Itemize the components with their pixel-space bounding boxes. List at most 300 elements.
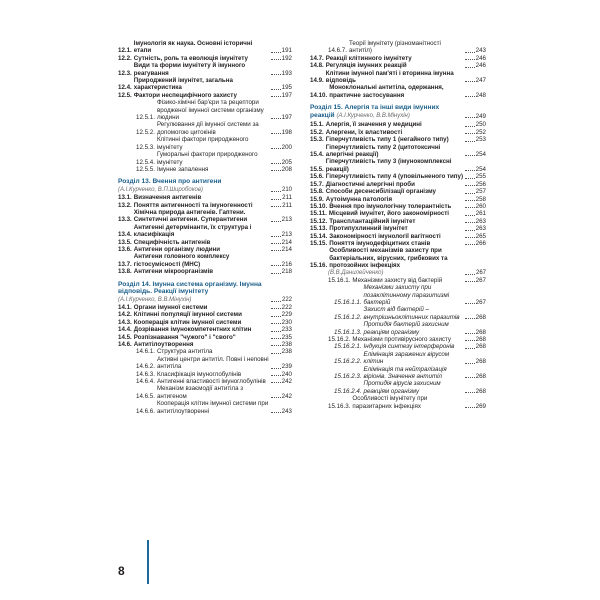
dot-leader bbox=[271, 117, 281, 119]
entry-title: Клітинні фактори природженого імунітету bbox=[156, 136, 249, 151]
toc-entry[interactable] bbox=[118, 121, 292, 136]
toc-entry[interactable] bbox=[310, 121, 486, 128]
page-ref: 240 bbox=[281, 370, 292, 378]
page-ref: 266 bbox=[475, 239, 486, 247]
entry-title: Розпізнавання "чужого" і "свого" bbox=[133, 333, 236, 341]
toc-block-15-16 bbox=[310, 277, 486, 410]
dot-leader bbox=[465, 95, 475, 97]
toc-entry[interactable] bbox=[118, 378, 292, 385]
entry-title: Імунне запалення bbox=[156, 165, 209, 173]
page-ref: 238 bbox=[281, 341, 292, 348]
page-ref: 258 bbox=[475, 195, 486, 203]
entry-title: Механізми противірусного захисту bbox=[352, 336, 452, 344]
toc-entry[interactable] bbox=[310, 188, 486, 195]
toc-block-15 bbox=[310, 121, 486, 269]
page-ref: 197 bbox=[281, 114, 292, 122]
page-ref: 213 bbox=[281, 216, 292, 224]
entry-number: 14.5. bbox=[118, 333, 132, 341]
entry-title: Структура антитіла bbox=[156, 348, 213, 356]
toc-block-14 bbox=[118, 304, 292, 415]
entry-title: Антитілоутворення bbox=[133, 341, 194, 348]
toc-entry[interactable] bbox=[310, 40, 486, 55]
toc-entry[interactable] bbox=[310, 196, 486, 203]
dot-leader bbox=[271, 147, 281, 149]
entry-number: 12.5.3. bbox=[136, 143, 155, 151]
page-ref: 250 bbox=[475, 121, 486, 129]
page-ref: 198 bbox=[281, 128, 292, 136]
toc-entry[interactable] bbox=[310, 70, 486, 85]
dot-leader bbox=[465, 339, 475, 341]
section-title: Розділ 14. Імунна система організму. Імунна відповідь. Реакції імунітету bbox=[118, 280, 262, 296]
entry-number: 13.5. bbox=[118, 238, 132, 246]
toc-entry[interactable] bbox=[118, 253, 292, 268]
entry-title: Активні центри антитіл. Повні і неповні антитіла bbox=[156, 355, 269, 371]
toc-entry[interactable] bbox=[310, 395, 486, 410]
dot-leader bbox=[271, 272, 281, 274]
entry-title: Алергени, їх властивості bbox=[325, 128, 403, 136]
entry-number: 15.3. bbox=[310, 136, 324, 144]
dot-leader bbox=[271, 307, 281, 309]
toc-entry[interactable] bbox=[118, 166, 292, 173]
dot-leader bbox=[271, 264, 281, 266]
dot-leader bbox=[271, 205, 281, 207]
entry-title: Місцевий імунітет, його закономірності bbox=[328, 210, 450, 218]
page-ref: 213 bbox=[281, 231, 292, 239]
page-ref: 268 bbox=[475, 387, 486, 395]
entry-title: Кооперація клітин імунної системи bbox=[133, 318, 242, 326]
page-ref: 268 bbox=[475, 336, 486, 344]
page-ref: 265 bbox=[475, 232, 486, 240]
dot-leader bbox=[465, 406, 475, 408]
dot-leader bbox=[271, 132, 281, 134]
entry-number: 12.4. bbox=[118, 84, 132, 92]
authors-text: (В.В.Данилейченко) bbox=[328, 269, 384, 276]
entry-title: Вчення про імунологічну толерантність bbox=[329, 202, 452, 210]
page-ref: 257 bbox=[475, 188, 486, 196]
dot-leader bbox=[271, 322, 281, 324]
toc-block-12 bbox=[118, 40, 292, 173]
page-ref: 261 bbox=[475, 210, 486, 218]
entry-number: 15.16.1.1. bbox=[334, 298, 362, 306]
page-ref: 239 bbox=[281, 363, 292, 371]
entry-number: 14.1. bbox=[118, 303, 132, 311]
toc-entry[interactable] bbox=[118, 304, 292, 311]
toc-entry[interactable] bbox=[118, 40, 292, 55]
dot-leader bbox=[271, 249, 281, 251]
dot-leader bbox=[465, 347, 475, 349]
entry-number: 15.16.1.3. bbox=[334, 328, 362, 336]
dot-leader bbox=[465, 317, 475, 319]
entry-number: 12.2. bbox=[118, 54, 132, 62]
entry-title: Гіперчутливість типу 3 (імунокомплексні реакції) bbox=[325, 158, 452, 173]
entry-number: 14.9. bbox=[310, 77, 324, 85]
entry-number: 14.6.7. bbox=[328, 47, 347, 55]
page-ref: 242 bbox=[281, 392, 292, 400]
entry-number: 15.1. bbox=[310, 121, 324, 129]
entry-number: 15.16.1.2. bbox=[334, 313, 362, 321]
entry-title: Закономірності імунології вагітності bbox=[329, 232, 441, 240]
entry-number: 13.8. bbox=[118, 268, 132, 276]
entry-number: 14.6.1. bbox=[136, 348, 155, 356]
toc-entry[interactable] bbox=[118, 92, 292, 99]
entry-title: Імунологія як наука. Основні історичні етапи bbox=[133, 40, 253, 55]
page-ref: 268 bbox=[475, 313, 486, 321]
dot-leader bbox=[465, 116, 475, 118]
toc-entry[interactable] bbox=[310, 247, 486, 269]
entry-title: Клітинні популяції імунної системи bbox=[133, 311, 242, 319]
page-ref: 269 bbox=[475, 402, 486, 410]
toc-entry[interactable] bbox=[310, 144, 486, 159]
section-title: Розділ 13. Вчення про антигени bbox=[118, 178, 222, 186]
toc-entry[interactable] bbox=[118, 62, 292, 77]
toc-entry[interactable] bbox=[118, 385, 292, 400]
entry-title: Аутоімунна патологія bbox=[325, 195, 393, 203]
page-ref: 249 bbox=[475, 112, 486, 120]
entry-title: Фізико-хімічні бар'єри та рецептори вродженої імунної системи організму людини bbox=[156, 99, 264, 122]
toc-entry[interactable] bbox=[310, 129, 486, 136]
page-ref: 222 bbox=[281, 303, 292, 311]
dot-leader bbox=[465, 140, 475, 142]
toc-entry[interactable] bbox=[118, 99, 292, 121]
entry-number: 12.5.2. bbox=[136, 128, 155, 136]
page-ref: 229 bbox=[281, 311, 292, 319]
section-13-authors bbox=[118, 187, 292, 194]
entry-number: 14.6.4. bbox=[136, 378, 155, 386]
page-ref: 211 bbox=[282, 201, 292, 209]
dot-leader bbox=[465, 221, 475, 223]
entry-title: Регулювання дії імунної системи за допомогою цитокінів bbox=[156, 121, 259, 136]
toc-entry[interactable] bbox=[310, 225, 486, 232]
entry-number: 14.3. bbox=[118, 318, 132, 326]
toc-entry[interactable] bbox=[310, 158, 486, 173]
entry-title: Регуляція імунних реакцій bbox=[325, 62, 407, 70]
page-ref: 263 bbox=[475, 225, 486, 233]
entry-title: Сутність, роль та еволюція імунітету bbox=[133, 54, 248, 62]
page-ref: 208 bbox=[281, 165, 292, 173]
page-ref: 193 bbox=[281, 69, 292, 77]
entry-title: Фактори неспецифічного захисту bbox=[133, 91, 237, 99]
dot-leader bbox=[465, 206, 475, 208]
dot-leader bbox=[271, 367, 281, 369]
toc-entry[interactable] bbox=[310, 203, 486, 210]
page-ref: 253 bbox=[475, 136, 486, 144]
entry-number: 14.10. bbox=[310, 91, 328, 99]
page-ref: 267 bbox=[475, 276, 486, 284]
page-ref: 268 bbox=[475, 358, 486, 366]
entry-title: Дозрівання імунокомпетентних клітин bbox=[133, 326, 252, 334]
dot-leader bbox=[271, 73, 281, 75]
entry-title: Моноклональні антитіла, одержання, практичне застосування bbox=[329, 84, 444, 99]
entry-title: Протидія бактерій захисним реакціям організму bbox=[363, 321, 449, 336]
toc-entry[interactable] bbox=[310, 336, 486, 343]
entry-title: Поняття імунодефіцитних станів bbox=[329, 239, 431, 247]
entry-title: Гіперчутливість типу 1 (негайного типу) bbox=[325, 136, 449, 144]
entry-title: Антигенні детермінанти, їх структура і класифікація bbox=[133, 223, 252, 239]
entry-title: Особливості механізмів захисту при бактеріальних, вірусних, грибкових та протозойних інфекціях bbox=[329, 247, 448, 270]
entry-number: 15.16.2.4. bbox=[334, 387, 362, 395]
page-number: 8 bbox=[118, 564, 125, 578]
dot-leader bbox=[271, 300, 281, 302]
dot-leader bbox=[271, 352, 281, 354]
entry-number: 12.5.4. bbox=[136, 158, 155, 166]
toc-entry[interactable] bbox=[118, 334, 292, 341]
entry-number: 13.4. bbox=[118, 231, 132, 239]
entry-title: Природжений імунітет, загальна характеристика bbox=[133, 77, 233, 92]
dot-leader bbox=[465, 302, 475, 304]
toc-entry[interactable] bbox=[118, 319, 292, 326]
toc-entry[interactable] bbox=[310, 277, 486, 284]
page-ref: 267 bbox=[475, 269, 486, 276]
section-14-heading[interactable] bbox=[118, 281, 292, 296]
entry-title: Антигени головного комплексу гістосумісності (МНС) bbox=[133, 253, 230, 268]
entry-number: 15.9. bbox=[310, 195, 324, 203]
page-ref: 191 bbox=[281, 47, 292, 55]
page-ref: 214 bbox=[281, 245, 292, 253]
toc-entry[interactable] bbox=[310, 351, 486, 366]
entry-number: 15.14. bbox=[310, 232, 328, 240]
entry-number: 15.10. bbox=[310, 202, 328, 210]
toc-entry[interactable] bbox=[310, 240, 486, 247]
entry-title: Гуморальні фактори природженого імунітету bbox=[156, 151, 258, 166]
dot-leader bbox=[271, 88, 281, 90]
toc-entry[interactable] bbox=[118, 371, 292, 378]
dot-leader bbox=[271, 396, 281, 398]
entry-title: Особливості імунітету при паразитарних інфекціях bbox=[352, 395, 428, 410]
dot-leader bbox=[271, 162, 281, 164]
dot-leader bbox=[465, 243, 475, 245]
page-ref: 254 bbox=[475, 165, 486, 173]
toc-entry[interactable] bbox=[118, 202, 292, 209]
toc-entry[interactable] bbox=[310, 210, 486, 217]
section-title: Розділ 15. Алергія та інші види імунних реакцій bbox=[310, 104, 440, 119]
dot-leader bbox=[271, 374, 281, 376]
toc-entry[interactable] bbox=[118, 209, 292, 224]
section-14-authors bbox=[118, 297, 292, 304]
entry-title: Теорії імунітету (різноманітності антитіл) bbox=[348, 40, 441, 55]
toc-entry[interactable] bbox=[310, 306, 486, 321]
toc-entry[interactable] bbox=[118, 311, 292, 318]
page-ref: 254 bbox=[475, 151, 486, 159]
entry-title: Елімінація та нейтралізація віріонів. Значення антитіл bbox=[363, 365, 447, 381]
toc-entry[interactable] bbox=[310, 380, 486, 395]
dot-leader bbox=[465, 51, 475, 53]
dot-leader bbox=[465, 192, 475, 194]
dot-leader bbox=[271, 169, 281, 171]
toc-entry[interactable] bbox=[310, 62, 486, 69]
section-15-heading[interactable] bbox=[310, 104, 486, 120]
toc-entry[interactable] bbox=[118, 151, 292, 166]
page-ref: 242 bbox=[281, 378, 292, 386]
page-ref: 235 bbox=[281, 333, 292, 341]
entry-number: 15.16.2.3. bbox=[334, 373, 362, 381]
dot-leader bbox=[271, 330, 281, 332]
dot-leader bbox=[465, 58, 475, 60]
toc-entry[interactable] bbox=[310, 55, 486, 62]
dot-leader bbox=[465, 184, 475, 186]
dot-leader bbox=[271, 411, 281, 413]
toc-right-column bbox=[310, 40, 486, 410]
entry-number: 15.8. bbox=[310, 188, 324, 196]
toc-entry[interactable] bbox=[310, 343, 486, 350]
entry-title: Реакції клітинного імунітету bbox=[325, 54, 412, 62]
section-13-heading[interactable] bbox=[118, 178, 292, 186]
entry-number: 15.16.3. bbox=[328, 402, 351, 410]
entry-number: 15.15. bbox=[310, 239, 328, 247]
entry-title: Хімічна природа антигенів. Гаптени. Синтетичні антигени. Суперантигени bbox=[133, 208, 248, 224]
toc-entry[interactable] bbox=[118, 194, 292, 201]
toc-entry[interactable] bbox=[118, 77, 292, 92]
entry-number: 15.7. bbox=[310, 180, 324, 188]
entry-title: Поняття антигенності та імуногенності bbox=[133, 201, 253, 209]
dot-leader bbox=[465, 214, 475, 216]
toc-entry[interactable] bbox=[118, 239, 292, 246]
entry-number: 14.6. bbox=[118, 341, 132, 348]
entry-number: 15.16.2.1. bbox=[334, 343, 362, 351]
section-15-16-authors bbox=[310, 270, 486, 277]
entry-title: Клітини імунної пам'яті і вторинна імунна відповідь bbox=[325, 69, 454, 85]
entry-number: 15.5. bbox=[310, 165, 324, 173]
authors-text: (А.І.Курченко, В.В.Мінухін) bbox=[118, 296, 192, 303]
toc-entry[interactable] bbox=[310, 136, 486, 143]
entry-title: Механізм взаємодії антитіла з антигеном bbox=[156, 385, 244, 400]
footer-accent-bar bbox=[147, 540, 150, 584]
dot-leader bbox=[271, 381, 281, 383]
page-ref: 268 bbox=[475, 328, 486, 336]
entry-number: 15.6. bbox=[310, 173, 324, 181]
entry-number: 14.6.2. bbox=[136, 363, 155, 371]
page-ref: 248 bbox=[475, 91, 486, 99]
dot-leader bbox=[465, 169, 475, 171]
entry-number: 13.6. bbox=[118, 245, 132, 253]
dot-leader bbox=[271, 198, 281, 200]
toc-entry[interactable] bbox=[310, 233, 486, 240]
page-ref: 243 bbox=[475, 47, 486, 55]
toc-entry[interactable] bbox=[118, 348, 292, 355]
entry-title: Протидія вірусів захисним реакціям організму bbox=[363, 380, 441, 395]
toc-left-column bbox=[118, 40, 292, 415]
page-ref: 210 bbox=[281, 186, 292, 193]
dot-leader bbox=[465, 332, 475, 334]
toc-entry[interactable] bbox=[118, 136, 292, 151]
entry-number: 12.3. bbox=[118, 69, 132, 77]
entry-number: 13.1. bbox=[118, 194, 132, 202]
dot-leader bbox=[271, 235, 281, 237]
entry-number: 14.4. bbox=[118, 326, 132, 334]
entry-title: Органи імунної системи bbox=[133, 303, 208, 311]
toc-entry[interactable] bbox=[118, 400, 292, 415]
entry-number: 15.4. bbox=[310, 151, 324, 159]
toc-entry[interactable] bbox=[118, 356, 292, 371]
page-ref: 218 bbox=[281, 268, 292, 276]
page-ref: 267 bbox=[475, 298, 486, 306]
toc-entry[interactable] bbox=[310, 173, 486, 180]
entry-number: 15.11. bbox=[310, 210, 327, 218]
entry-number: 15.13. bbox=[310, 225, 328, 233]
entry-title: Трансплантаційний імунітет bbox=[329, 217, 416, 225]
page-ref: 197 bbox=[281, 91, 292, 99]
entry-title: Кооперація клітин імунної системи при антитілоутворенні bbox=[156, 400, 269, 415]
toc-block-14-cont bbox=[310, 40, 486, 99]
toc-entry[interactable] bbox=[118, 224, 292, 239]
page-footer bbox=[118, 558, 149, 584]
entry-number: 14.6.6. bbox=[136, 407, 155, 415]
toc-entry[interactable] bbox=[310, 218, 486, 225]
entry-number: 13.7. bbox=[118, 260, 132, 268]
dot-leader bbox=[465, 154, 475, 156]
entry-number: 14.2. bbox=[118, 311, 132, 319]
entry-title: Механізми захисту від бактерій bbox=[352, 276, 443, 284]
dot-leader bbox=[465, 280, 475, 282]
toc-entry[interactable] bbox=[310, 84, 486, 99]
section-15-authors: (А.І.Курченко, В.В.Мінухін) bbox=[336, 112, 410, 119]
entry-number: 14.6.3. bbox=[136, 370, 155, 378]
toc-entry[interactable] bbox=[310, 321, 486, 336]
page-ref: 263 bbox=[475, 217, 486, 225]
entry-number: 12.5.5. bbox=[136, 165, 155, 173]
dot-leader bbox=[465, 273, 475, 275]
page-ref: 222 bbox=[281, 296, 292, 303]
dot-leader bbox=[465, 362, 475, 364]
entry-number: 14.8. bbox=[310, 62, 324, 70]
page-ref: 268 bbox=[475, 343, 486, 351]
dot-leader bbox=[465, 132, 475, 134]
dot-leader bbox=[271, 58, 281, 60]
toc-entry[interactable] bbox=[118, 268, 292, 275]
entry-title: Визначення антигенів bbox=[133, 194, 202, 202]
toc-entry[interactable] bbox=[118, 341, 292, 348]
dot-leader bbox=[465, 125, 475, 127]
entry-number: 15.16.2. bbox=[328, 336, 351, 344]
toc-entry[interactable] bbox=[310, 181, 486, 188]
page-ref: 246 bbox=[475, 62, 486, 70]
dot-leader bbox=[465, 236, 475, 238]
page-ref: 247 bbox=[475, 77, 486, 85]
authors-text: (А.І.Курченко, В.П.Широбоков) bbox=[118, 186, 204, 193]
dot-leader bbox=[465, 177, 475, 179]
page-ref: 195 bbox=[281, 84, 292, 92]
toc-entry[interactable] bbox=[310, 284, 486, 306]
entry-number: 12.1. bbox=[118, 47, 132, 55]
dot-leader bbox=[465, 391, 475, 393]
entry-title: Антигени організму людини bbox=[133, 245, 221, 253]
entry-number: 12.5. bbox=[118, 91, 132, 99]
toc-entry[interactable] bbox=[118, 326, 292, 333]
page-ref: 200 bbox=[281, 143, 292, 151]
dot-leader bbox=[271, 242, 281, 244]
entry-title: Антигенні властивості імуноглобулінів bbox=[156, 378, 266, 386]
entry-title: Класифікація імуноглобулінів bbox=[156, 370, 242, 378]
dot-leader bbox=[271, 220, 281, 222]
page-ref: 233 bbox=[281, 326, 292, 334]
toc-entry[interactable] bbox=[118, 246, 292, 253]
page-ref: 260 bbox=[475, 202, 486, 210]
dot-leader bbox=[465, 66, 475, 68]
entry-number: 13.2. bbox=[118, 201, 132, 209]
dot-leader bbox=[271, 315, 281, 317]
dot-leader bbox=[465, 80, 475, 82]
entry-title: Індукція синтезу інтерферонів bbox=[363, 343, 455, 351]
page-ref: 192 bbox=[281, 54, 292, 62]
toc-entry[interactable] bbox=[310, 366, 486, 381]
page-ref: 238 bbox=[281, 348, 292, 356]
dot-leader bbox=[465, 199, 475, 201]
toc-entry[interactable] bbox=[118, 55, 292, 62]
entry-title: Механізми захисту при позаклітинному паразитизмі бактерій bbox=[363, 284, 450, 306]
dot-leader bbox=[271, 51, 281, 53]
entry-title: Захист від бактерій – внутрішньоклітинних паразитів bbox=[363, 306, 460, 321]
entry-number: 15.16.1. bbox=[328, 276, 351, 284]
dot-leader bbox=[271, 190, 281, 192]
